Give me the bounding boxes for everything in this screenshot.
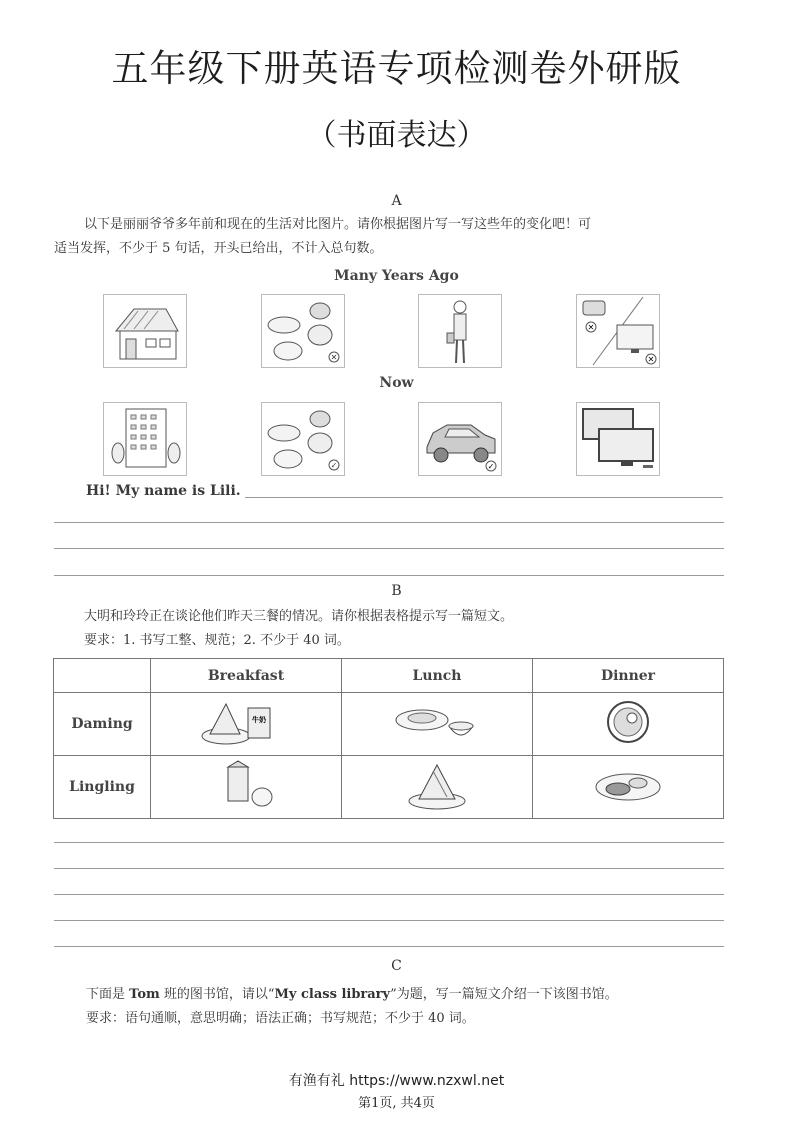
- apartment-building-icon: [103, 402, 187, 476]
- svg-text:✕: ✕: [587, 323, 595, 332]
- section-b-instruction-line2: 要求：1. 书写工整、规范；2. 不少于 40 词。: [84, 633, 350, 648]
- svg-text:✓: ✓: [487, 462, 495, 471]
- table-header-empty: [54, 659, 151, 693]
- answer-line[interactable]: [54, 548, 724, 549]
- phone-and-tv-icon: [576, 294, 660, 368]
- footer-site: 有渔有礼 https://www.nzxwl.net: [288, 1073, 505, 1089]
- row-name-lingling: Lingling: [54, 756, 151, 819]
- instruction-text: 班的图书馆，请以“: [159, 987, 275, 1002]
- table-header-dinner: Dinner: [533, 659, 724, 693]
- section-c-instructions: [86, 983, 736, 1031]
- house-icon: [103, 294, 187, 368]
- section-a-instructions: [54, 213, 734, 261]
- fish-and-rice-icon: [342, 693, 533, 756]
- section-c-instruction-line1: [86, 983, 736, 1007]
- instruction-name: Tom: [129, 987, 160, 1002]
- section-b-instructions: [54, 605, 734, 653]
- document-title: 五年级下册英语专项检测卷外研版: [111, 47, 682, 90]
- section-c-letter: C: [391, 958, 402, 974]
- answer-line[interactable]: [245, 497, 723, 498]
- answer-line[interactable]: [54, 522, 724, 523]
- answer-line[interactable]: [54, 868, 724, 869]
- table-row: [54, 693, 724, 756]
- instruction-text: 下面是: [86, 987, 130, 1002]
- answer-line[interactable]: [54, 575, 724, 576]
- row-name-daming: Daming: [54, 693, 151, 756]
- instruction-topic: My class library: [274, 987, 391, 1002]
- food-plates-icon: [261, 402, 345, 476]
- starter-sentence: Hi! My name is Lili.: [86, 483, 241, 499]
- cross-mark-icon: ✕: [330, 353, 338, 362]
- section-a-instruction-line1: 以下是丽丽爷爷多年前和现在的生活对比图片。请你根据图片写一写这些年的变化吧！可: [84, 217, 592, 232]
- footer-page-number: 第1页, 共4页: [358, 1096, 435, 1111]
- section-c-requirement: 要求：语句通顺，意思明确；语法正确；书写规范；不少于 40 词。: [86, 1011, 475, 1026]
- answer-line[interactable]: [54, 920, 724, 921]
- past-label: Many Years Ago: [334, 268, 459, 284]
- two-tvs-icon: [576, 402, 660, 476]
- check-mark-icon: ✓: [330, 461, 338, 470]
- now-label: Now: [379, 375, 414, 391]
- section-b-letter: B: [391, 583, 402, 599]
- section-a-instruction-line2: 适当发挥，不少于 5 句话，开头已给出，不计入总句数。: [54, 241, 383, 256]
- instruction-text: ”为题，写一篇短文介绍一下该图书馆。: [390, 987, 618, 1002]
- answer-line[interactable]: [54, 894, 724, 895]
- document-subtitle: （书面表达）: [306, 118, 487, 153]
- section-a-letter: A: [391, 193, 402, 209]
- svg-text:牛奶: 牛奶: [252, 715, 266, 724]
- food-plates-icon: [261, 294, 345, 368]
- answer-line[interactable]: [54, 946, 724, 947]
- table-header-lunch: Lunch: [342, 659, 533, 693]
- noodles-bowl-icon: [533, 693, 724, 756]
- car-icon: [418, 402, 502, 476]
- sandwich-and-milk-icon: [151, 693, 342, 756]
- answer-line[interactable]: [54, 842, 724, 843]
- table-row: [54, 756, 724, 819]
- sandwich-icon: [342, 756, 533, 819]
- meat-and-vegetables-icon: [533, 756, 724, 819]
- milk-and-egg-icon: [151, 756, 342, 819]
- man-walking-icon: [418, 294, 502, 368]
- svg-text:✕: ✕: [647, 355, 655, 364]
- meal-table: [53, 658, 724, 819]
- section-b-instruction-line1: 大明和玲玲正在谈论他们昨天三餐的情况。请你根据表格提示写一篇短文。: [84, 609, 514, 624]
- table-header-breakfast: Breakfast: [151, 659, 342, 693]
- table-header-row: [54, 659, 724, 693]
